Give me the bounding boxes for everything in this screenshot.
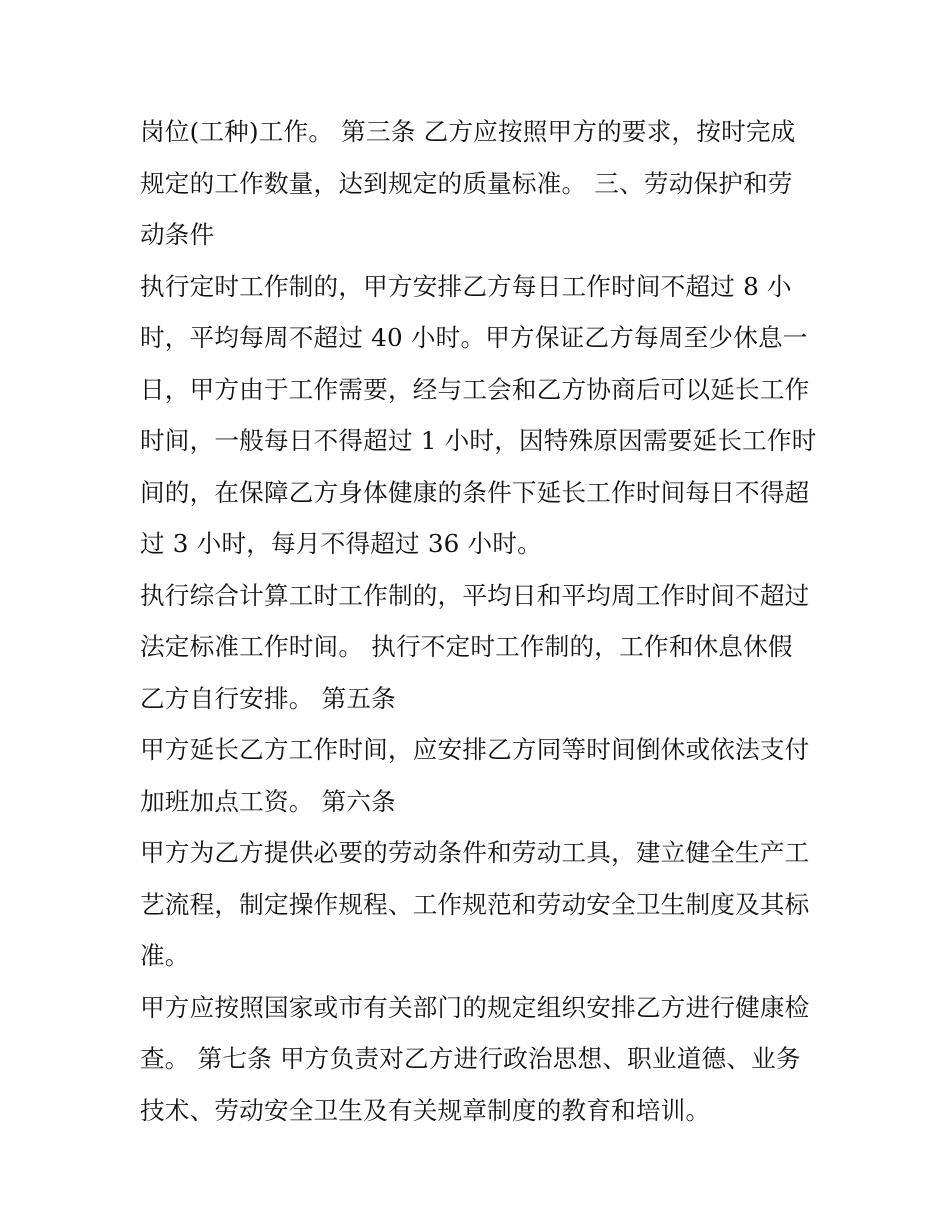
paragraph-working-conditions: 甲方为乙方提供必要的劳动条件和劳动工具，建立健全生产工 艺流程，制定操作规程、工作规范和劳动安全卫生制度及其标 准。 bbox=[140, 838, 810, 970]
paragraph-comprehensive-hours: 执行综合计算工时工作制的，平均日和平均周工作时间不超过 法定标准工作时间。 执行不定时工作制的，工作和休息休假 乙方自行安排。 第五条 bbox=[140, 580, 810, 713]
paragraph-overtime: 甲方延长乙方工作时间，应安排乙方同等时间倒休或依法支付 加班加点工资。 第六条 bbox=[140, 735, 810, 816]
paragraph-standard-hours: 执行定时工作制的，甲方安排乙方每日工作时间不超过 8 小 时，平均每周不超过 40 小时。甲方保证乙方每周至少休息一 日，甲方由于工作需要，经与工会和乙方协商后可以延长工作 时间，一般每日不得超过 1 小时，因特殊原因需要延长工作时 间的，在保障乙方身体健康的条件下延长工作时间每日不得超 过 3 小时，每月不得超过 36 小时。 bbox=[140, 271, 817, 558]
document-body bbox=[140, 106, 820, 1136]
paragraph-working-quality: 岗位(工种)工作。 第三条 乙方应按照甲方的要求，按时完成 规定的工作数量，达到规定的质量标准。 三、劳动保护和劳 动条件 bbox=[140, 117, 796, 249]
paragraph-health-training: 甲方应按照国家或市有关部门的规定组织安排乙方进行健康检 查。 第七条 甲方负责对乙方进行政治思想、职业道德、业务 技术、劳动安全卫生及有关规章制度的教育和培训。 bbox=[140, 992, 810, 1125]
